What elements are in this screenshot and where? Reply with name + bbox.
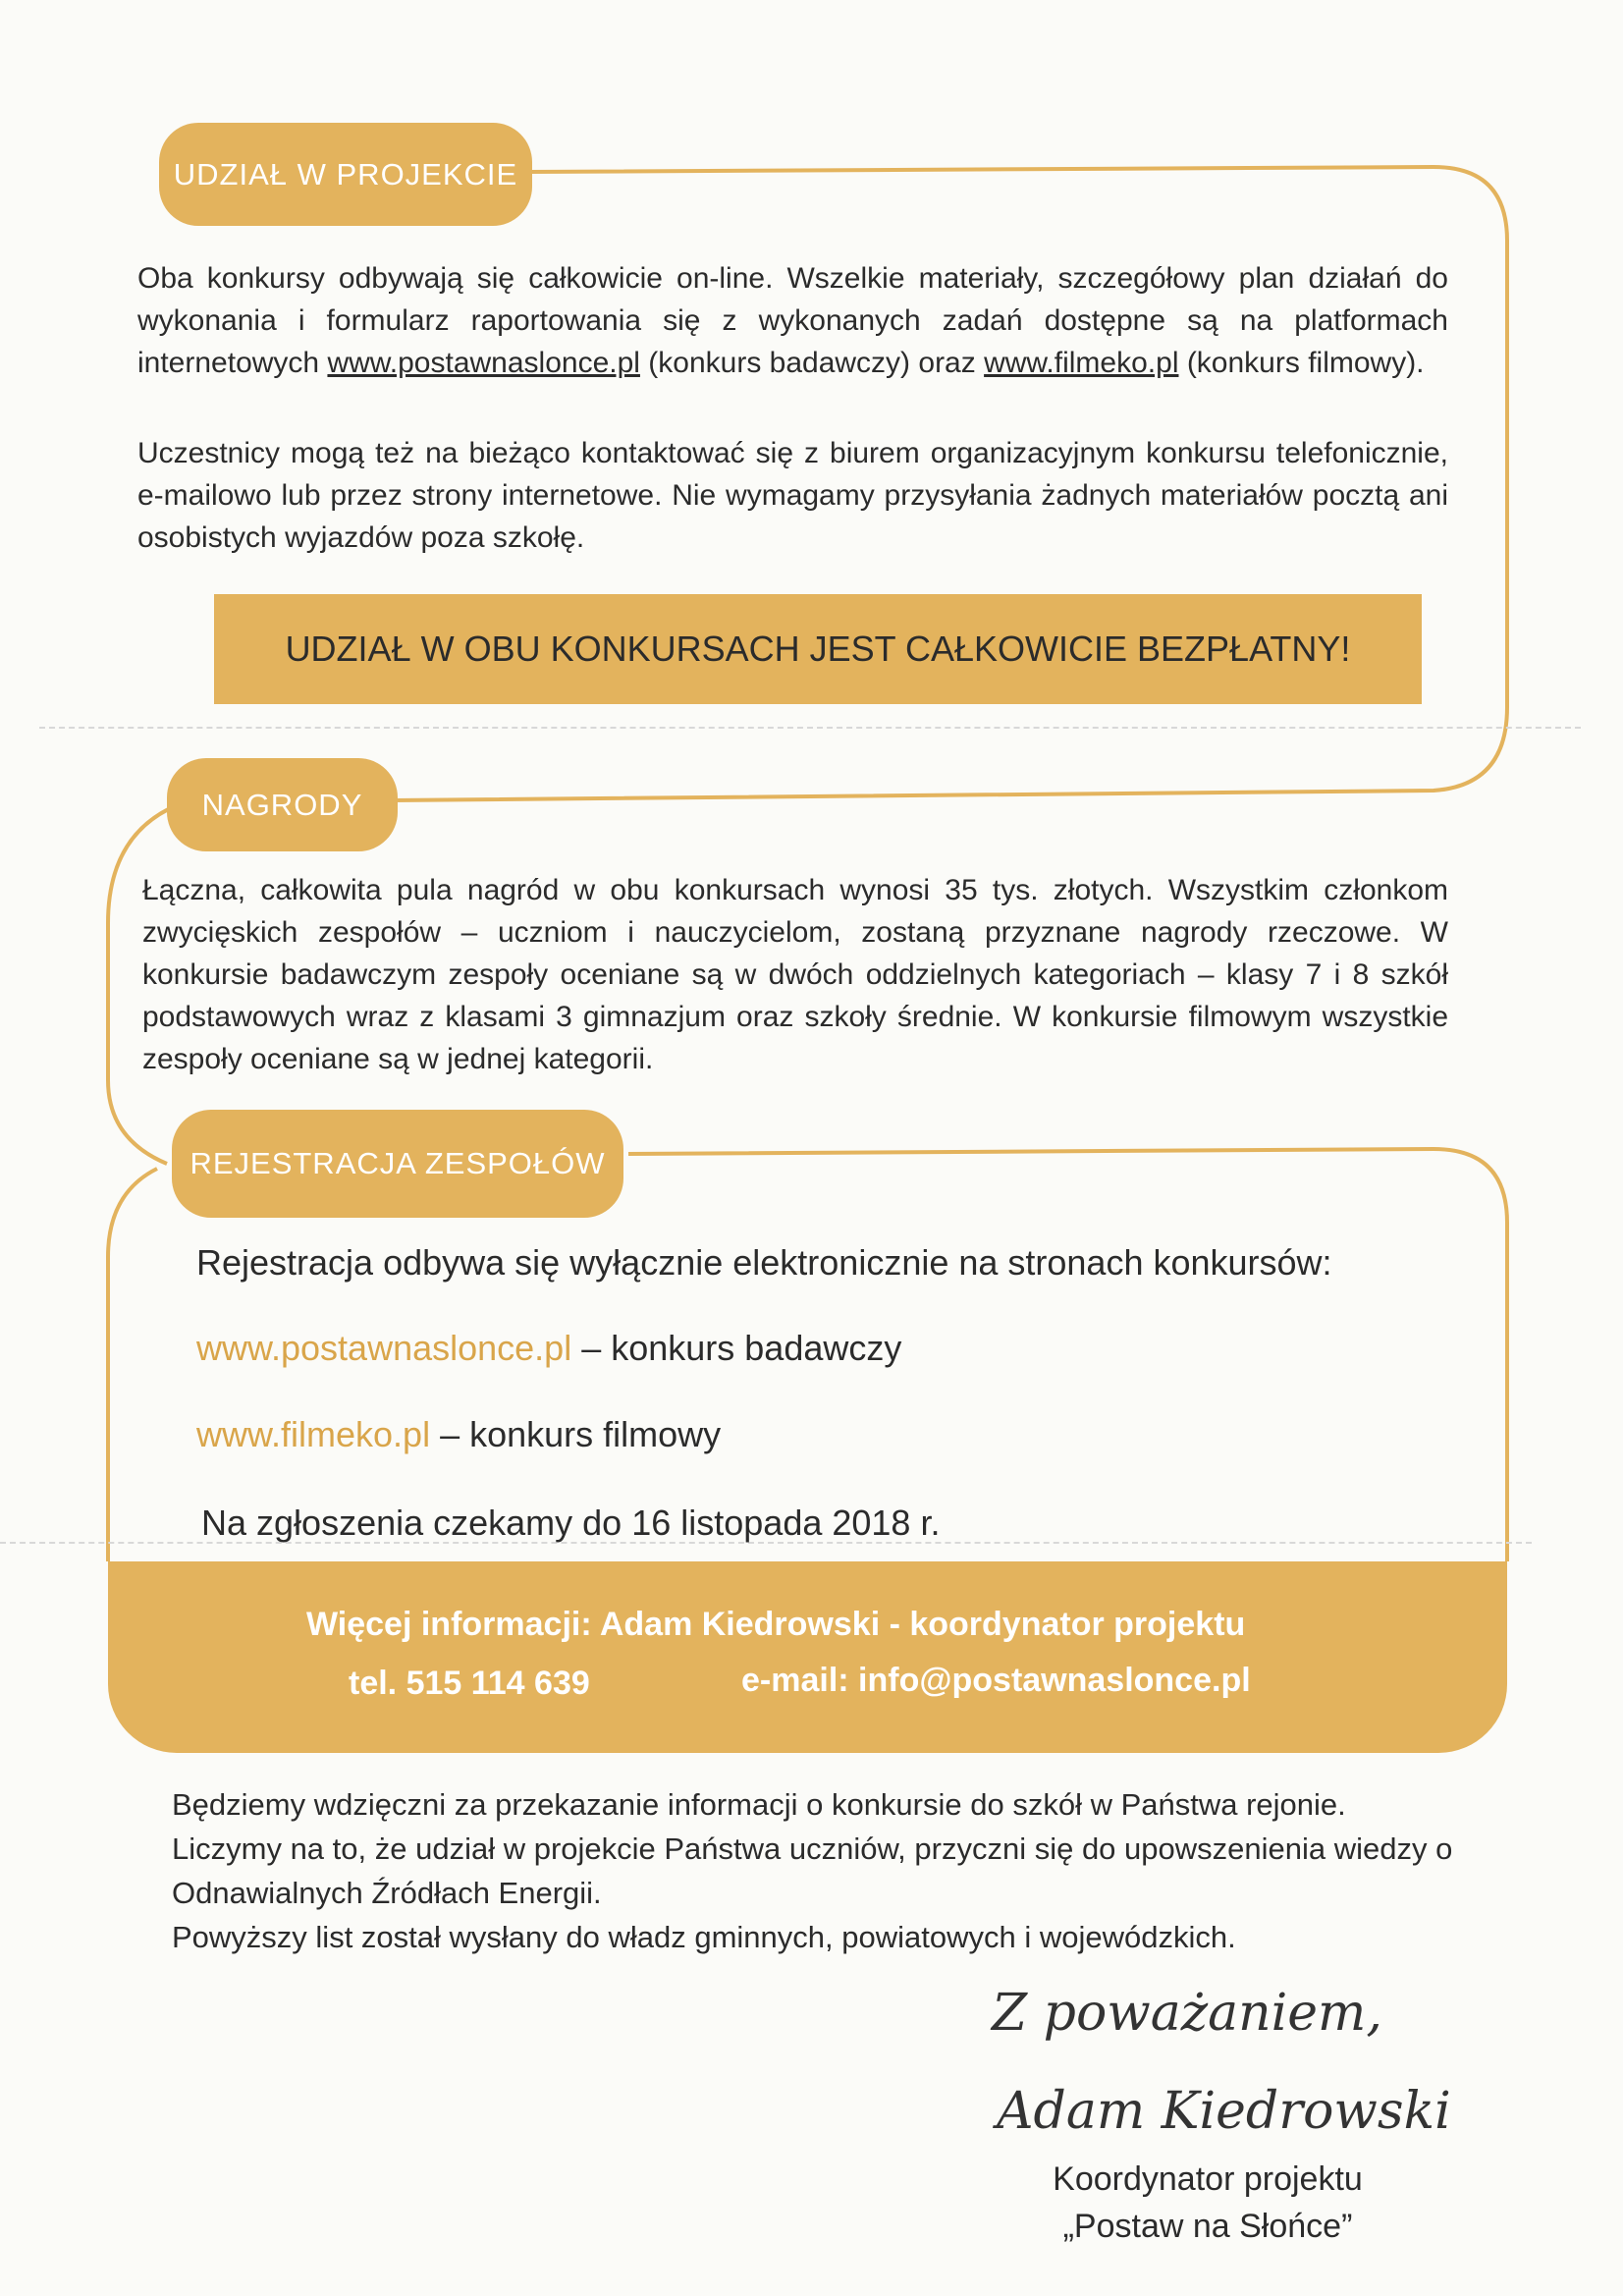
registration-film-desc: – konkurs filmowy <box>430 1414 722 1454</box>
registration-film-line <box>196 1414 721 1455</box>
signature-project: „Postaw na Słońce” <box>1062 2208 1353 2245</box>
signature-block <box>1001 2156 1414 2250</box>
participation-paragraph-2: Uczestnicy mogą też na bieżąco kontaktować się z biurem organizacyjnym konkursu telefonicznie, e-mailowo lub przez strony internetowe. Nie wymagamy przysyłania żadnych materiałów pocztą ani osobistych wyjazdów poza szkołę. <box>137 437 1448 554</box>
registration-research-line <box>196 1328 901 1369</box>
section-header-participation: UDZIAŁ W PROJEKCIE <box>159 123 532 226</box>
contact-info-panel <box>108 1561 1507 1753</box>
registration-research-desc: – konkurs badawczy <box>571 1328 902 1368</box>
closing-line: Liczymy na to, że udział w projekcie Państwa uczniów, przyczni się do upowszenienia wiedzy o Odnawialnych Źródłach Energii. <box>172 1831 1453 1910</box>
signature-greeting: Z poważaniem, <box>992 1984 1382 2043</box>
free-participation-banner: UDZIAŁ W OBU KONKURSACH JEST CAŁKOWICIE BEZPŁATNY! <box>214 594 1422 704</box>
contact-info-line: Więcej informacji: Adam Kiedrowski - koordynator projektu <box>306 1606 1246 1643</box>
signature-handwritten-name: Adam Kiedrowski <box>997 2082 1451 2141</box>
fold-line <box>39 727 1581 729</box>
participation-text: Oba konkursy odbywają się całkowicie on-line. Wszelkie materiały, szczegółowy plan działań do wykonania i formularz raportowania się z wykonanych zadań dostępne są na platformach internetowych <box>137 262 1448 379</box>
closing-line: Powyższy list został wysłany do władz gminnych, powiatowych i wojewódzkich. <box>172 1920 1236 1954</box>
registration-deadline: Na zgłoszenia czekamy do 16 listopada 2018 r. <box>201 1503 941 1543</box>
signature-role: Koordynator projektu <box>1053 2160 1363 2198</box>
participation-text: (konkurs badawczy) oraz <box>639 347 985 379</box>
section-header-prizes: NAGRODY <box>167 758 398 851</box>
closing-paragraph <box>172 1782 1488 1959</box>
link-postawnaslonce-registration[interactable]: www.postawnaslonce.pl <box>196 1328 572 1368</box>
participation-text: (konkurs filmowy). <box>1178 347 1425 379</box>
prizes-paragraph: Łączna, całkowita pula nagród w obu konkursach wynosi 35 tys. złotych. Wszystkim członkom zwycięskich zespołów – uczniom i nauczycielom, zostaną przyznane nagrody rzeczowe. W konkursie badawczym zespoły oceniane są w dwóch oddzielnych kategoriach – klasy 7 i 8 szkół podstawowych wraz z klasami 3 gimnazjum oraz szkoły średnie. W konkursie filmowym wszystkie zespoły oceniane są w jednej kategorii. <box>142 874 1448 1075</box>
registration-intro: Rejestracja odbywa się wyłącznie elektronicznie na stronach konkursów: <box>196 1242 1332 1283</box>
link-postawnaslonce[interactable]: www.postawnaslonce.pl <box>327 347 640 379</box>
participation-paragraph-1 <box>137 257 1448 384</box>
contact-phone[interactable]: tel. 515 114 639 <box>349 1665 590 1702</box>
contact-email[interactable]: e-mail: info@postawnaslonce.pl <box>741 1662 1251 1699</box>
section-header-registration: REJESTRACJA ZESPOŁÓW <box>172 1110 623 1218</box>
closing-line: Będziemy wdzięczni za przekazanie informacji o konkursie do szkół w Państwa rejonie. <box>172 1787 1346 1822</box>
link-filmeko-registration[interactable]: www.filmeko.pl <box>196 1414 431 1454</box>
link-filmeko[interactable]: www.filmeko.pl <box>984 347 1179 379</box>
